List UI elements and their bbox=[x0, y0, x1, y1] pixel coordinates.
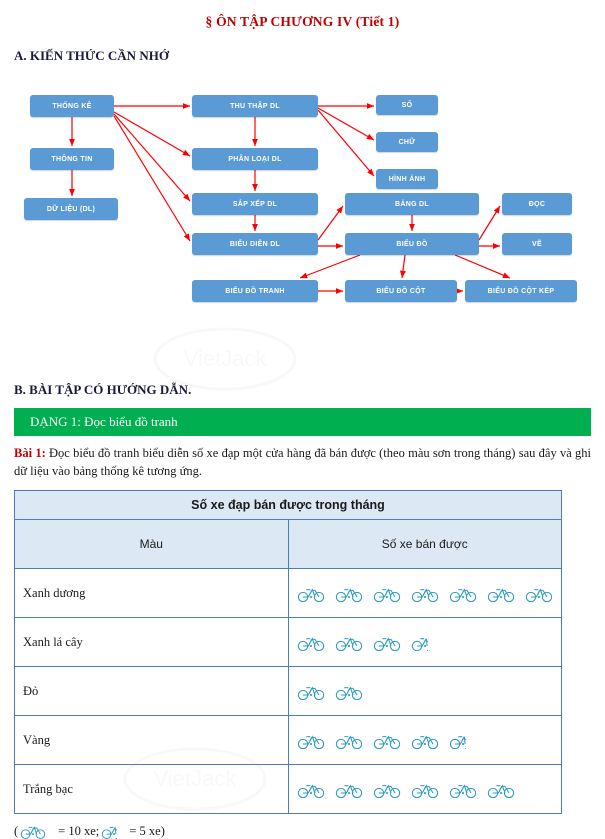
bicycle-icon bbox=[487, 585, 515, 602]
bicycle-icon bbox=[487, 781, 515, 798]
bicycle-icon bbox=[297, 585, 325, 602]
diagram-node-doc bbox=[502, 193, 572, 215]
bicycle-icon bbox=[411, 781, 439, 798]
diagram-node-phan-loai-dl bbox=[192, 148, 318, 170]
pictograph-table-wrapper bbox=[14, 490, 591, 814]
bicycle-icon bbox=[297, 732, 325, 749]
diagram-node-bieu-do-cot bbox=[345, 280, 457, 302]
bicycle-icon bbox=[525, 585, 553, 602]
section-b-heading: B. BÀI TẬP CÓ HƯỚNG DẪN. bbox=[14, 382, 192, 397]
node-label: VẼ bbox=[532, 240, 542, 248]
diagram-node-du-lieu bbox=[24, 198, 118, 220]
table-row bbox=[15, 667, 562, 716]
bicycle-icon bbox=[297, 781, 325, 798]
bicycle-icon bbox=[373, 732, 401, 749]
bicycle-icon bbox=[335, 732, 363, 749]
bicycle-icon bbox=[20, 823, 56, 839]
legend-end-text: = 5 xe) bbox=[129, 823, 165, 838]
column-header-color: Màu bbox=[15, 520, 289, 569]
node-label: SỐ bbox=[401, 101, 413, 109]
column-header-count: Số xe bán được bbox=[288, 520, 562, 569]
diagram-node-bieu-dien-dl bbox=[192, 233, 318, 255]
svg-text:VietJack: VietJack bbox=[183, 346, 267, 371]
bicycle-icon bbox=[335, 781, 363, 798]
node-label: BIỂU ĐỒ bbox=[396, 240, 428, 248]
bicycle-icon bbox=[411, 732, 439, 749]
bicycle-icon bbox=[373, 634, 401, 651]
table-caption: Số xe đạp bán được trong tháng bbox=[15, 491, 562, 520]
half-bicycle-icon bbox=[449, 732, 466, 749]
exercise-paragraph bbox=[14, 444, 591, 480]
half-bicycle-icon bbox=[101, 823, 117, 839]
bicycle-icon bbox=[335, 585, 363, 602]
bicycle-icon bbox=[373, 781, 401, 798]
legend-footnote bbox=[14, 823, 591, 839]
row-label: Trắng bạc bbox=[15, 765, 289, 814]
bicycle-icon bbox=[449, 781, 477, 798]
row-icons bbox=[288, 765, 562, 814]
diagram-node-hinh-anh bbox=[376, 169, 438, 189]
diagram-node-bang-dl bbox=[345, 193, 479, 215]
node-label: SẮP XẾP DL bbox=[232, 200, 278, 208]
row-icons bbox=[288, 618, 562, 667]
node-label: BIỂU ĐỒ CỘT KÉP bbox=[487, 287, 555, 295]
half-bicycle-icon bbox=[411, 634, 428, 651]
document-page bbox=[0, 14, 605, 838]
row-label: Xanh lá cây bbox=[15, 618, 289, 667]
bicycle-icon bbox=[411, 585, 439, 602]
diagram-node-bieu-do-tranh bbox=[192, 280, 318, 302]
node-label: BIỂU ĐỒ TRANH bbox=[225, 287, 285, 295]
diagram-node-so bbox=[376, 95, 438, 115]
node-label: HÌNH ẢNH bbox=[388, 175, 426, 183]
exercise-type-banner: DẠNG 1: Đọc biểu đồ tranh bbox=[14, 408, 591, 436]
node-label: THÔNG TIN bbox=[51, 155, 93, 163]
table-row bbox=[15, 618, 562, 667]
exercise-label: Bài 1: bbox=[14, 446, 46, 460]
node-label: BẢNG DL bbox=[395, 200, 429, 208]
node-label: THỐNG KÊ bbox=[52, 102, 92, 110]
node-label: BIỂU DIỄN DL bbox=[229, 240, 281, 248]
node-label: THU THẬP DL bbox=[230, 102, 280, 110]
table-row bbox=[15, 716, 562, 765]
diagram-node-bieu-do bbox=[345, 233, 479, 255]
row-icons bbox=[288, 569, 562, 618]
legend-open-paren: ( bbox=[14, 823, 19, 838]
diagram-node-ve bbox=[502, 233, 572, 255]
row-icons bbox=[288, 667, 562, 716]
node-label: ĐỌC bbox=[528, 200, 546, 208]
diagram-node-bieu-do-cot-kep bbox=[465, 280, 577, 302]
pictograph-table bbox=[14, 490, 562, 814]
diagram-node-chu bbox=[376, 132, 438, 152]
diagram-node-sap-xep-dl bbox=[192, 193, 318, 215]
bicycle-icon bbox=[335, 683, 363, 700]
table-row bbox=[15, 569, 562, 618]
section-a-heading: A. KIẾN THỨC CẦN NHỚ bbox=[14, 48, 169, 63]
row-label: Đỏ bbox=[15, 667, 289, 716]
node-label: BIỂU ĐỒ CỘT bbox=[376, 287, 426, 295]
svg-text:VietJack: VietJack bbox=[153, 766, 237, 791]
table-row bbox=[15, 765, 562, 814]
table-header-row bbox=[15, 520, 562, 569]
bicycle-icon bbox=[297, 683, 325, 700]
half-bicycle-icon bbox=[101, 823, 127, 839]
page-title: § ÔN TẬP CHƯƠNG IV (Tiết 1) bbox=[205, 14, 400, 29]
diagram-node-thong-ke bbox=[30, 95, 114, 117]
bicycle-icon bbox=[449, 585, 477, 602]
node-label: DỮ LIỆU (DL) bbox=[46, 205, 96, 213]
row-label: Xanh dương bbox=[15, 569, 289, 618]
bicycle-icon bbox=[373, 585, 401, 602]
row-label: Vàng bbox=[15, 716, 289, 765]
bicycle-icon bbox=[335, 634, 363, 651]
table-caption-row bbox=[15, 491, 562, 520]
node-label: PHÂN LOẠI DL bbox=[228, 155, 282, 163]
row-icons bbox=[288, 716, 562, 765]
bicycle-icon bbox=[20, 823, 46, 839]
exercise-text: Đọc biểu đồ tranh biểu diễn số xe đạp một cửa hàng đã bán được (theo màu sơn trong tháng) sau đây và ghi dữ liệu vào bảng thống kê tương ứng. bbox=[14, 446, 591, 479]
node-label: CHỮ bbox=[398, 138, 416, 146]
legend-mid-text: = 10 xe; bbox=[58, 823, 100, 838]
diagram-node-thong-tin bbox=[30, 148, 114, 170]
bicycle-icon bbox=[297, 634, 325, 651]
diagram-node-thu-thap-dl bbox=[192, 95, 318, 117]
knowledge-diagram bbox=[0, 70, 605, 320]
